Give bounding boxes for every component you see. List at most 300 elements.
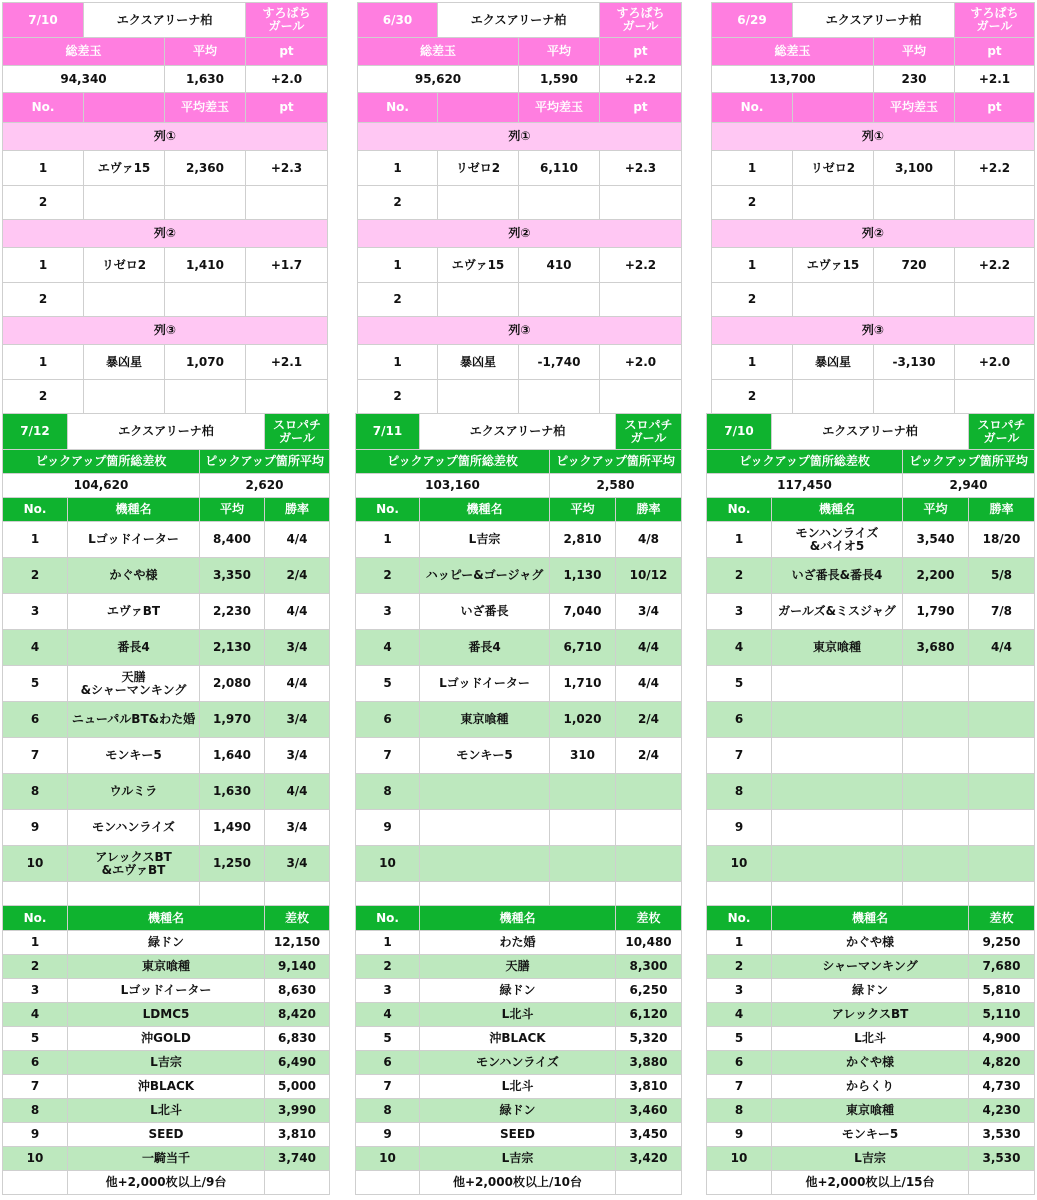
model-name: アレックスBT &エヴァBT	[68, 846, 200, 882]
item-no: 1	[356, 522, 420, 558]
green-panel-7-10	[706, 413, 1035, 906]
item-no: 2	[3, 283, 84, 317]
model-name: L北斗	[68, 1099, 265, 1123]
model-name: L吉宗	[772, 1147, 969, 1171]
rank-no: 5	[356, 1027, 420, 1051]
diff: 6,830	[265, 1027, 330, 1051]
avg-diff: 1,410	[165, 248, 246, 283]
spacer	[707, 1171, 772, 1195]
rank-no: 10	[3, 1147, 68, 1171]
average: 230	[874, 66, 955, 93]
column-header: 平均差玉	[519, 93, 600, 123]
column-header: No.	[707, 498, 772, 522]
column-header: 機種名	[420, 906, 616, 931]
avg-diff: 720	[874, 248, 955, 283]
footer-note: 他+2,000枚以上/15台	[772, 1171, 969, 1195]
diff: 8,420	[265, 1003, 330, 1027]
pt-value	[955, 186, 1035, 220]
column-header: No.	[707, 906, 772, 931]
item-no: 5	[707, 666, 772, 702]
pt-value: +2.2	[955, 151, 1035, 186]
summary-header: pt	[246, 38, 328, 66]
diff: 10,480	[616, 931, 682, 955]
win-rate: 4/4	[265, 666, 330, 702]
model-name	[84, 380, 165, 414]
avg-diff: 2,360	[165, 151, 246, 186]
pink-panel-7-10	[2, 2, 328, 414]
badge: すろぱち ガール	[955, 3, 1035, 38]
badge: すろぱち ガール	[600, 3, 682, 38]
panel-date: 7/11	[356, 414, 420, 450]
hall-name: エクスアリーナ柏	[438, 3, 600, 38]
model-name: L北斗	[772, 1027, 969, 1051]
item-no: 8	[356, 774, 420, 810]
item-no: 10	[356, 846, 420, 882]
diff: 8,630	[265, 979, 330, 1003]
item-no: 6	[356, 702, 420, 738]
avg-diff: -3,130	[874, 345, 955, 380]
diff: 3,530	[969, 1123, 1035, 1147]
win-rate: 3/4	[265, 846, 330, 882]
spacer	[772, 882, 903, 906]
spacer	[420, 882, 550, 906]
spacer	[265, 1171, 330, 1195]
model-name	[438, 186, 519, 220]
spacer	[68, 882, 200, 906]
rank-no: 7	[3, 1075, 68, 1099]
column-header	[84, 93, 165, 123]
model-name	[84, 283, 165, 317]
model-name: ニューパルBT&わた婚	[68, 702, 200, 738]
spacer	[265, 882, 330, 906]
rank-no: 6	[707, 1051, 772, 1075]
total-diff: 95,620	[358, 66, 519, 93]
pt-value: +1.7	[246, 248, 328, 283]
item-no: 1	[3, 345, 84, 380]
model-name: LDMC5	[68, 1003, 265, 1027]
column-header: 平均	[903, 498, 969, 522]
rank-no: 6	[3, 1051, 68, 1075]
model-name: 暴凶星	[84, 345, 165, 380]
model-name: SEED	[68, 1123, 265, 1147]
item-no: 3	[3, 594, 68, 630]
win-rate: 3/4	[265, 810, 330, 846]
item-no: 5	[3, 666, 68, 702]
item-no: 1	[358, 345, 438, 380]
item-no: 5	[356, 666, 420, 702]
item-no: 10	[3, 846, 68, 882]
model-name: いざ番長&番長4	[772, 558, 903, 594]
hall-name: エクスアリーナ柏	[84, 3, 246, 38]
panel-date: 7/10	[707, 414, 772, 450]
model-name: かぐや様	[772, 931, 969, 955]
win-rate: 4/4	[265, 774, 330, 810]
pickup-total: 103,160	[356, 474, 550, 498]
pickup-avg-header: ピックアップ箇所平均	[903, 450, 1035, 474]
pt-value	[600, 380, 682, 414]
model-name: 沖BLACK	[420, 1027, 616, 1051]
summary-header: 総差玉	[712, 38, 874, 66]
avg-diff: 1,070	[165, 345, 246, 380]
model-name	[438, 283, 519, 317]
rank-no: 3	[3, 979, 68, 1003]
model-name: 緑ドン	[420, 1099, 616, 1123]
avg-diff	[519, 186, 600, 220]
pt-value	[246, 283, 328, 317]
model-name: エヴァBT	[68, 594, 200, 630]
hall-name: エクスアリーナ柏	[793, 3, 955, 38]
model-name: Lゴッドイーター	[420, 666, 550, 702]
item-no: 1	[712, 151, 793, 186]
item-no: 1	[707, 522, 772, 558]
diff: 3,460	[616, 1099, 682, 1123]
column-header: No.	[358, 93, 438, 123]
spacer	[356, 1171, 420, 1195]
win-rate: 10/12	[616, 558, 682, 594]
summary-header: 総差玉	[358, 38, 519, 66]
model-name	[772, 666, 903, 702]
pickup-avg: 2,580	[550, 474, 682, 498]
row-group-label: 列③	[3, 317, 328, 345]
item-no: 4	[707, 630, 772, 666]
spacer	[903, 882, 969, 906]
column-header: 差枚	[265, 906, 330, 931]
pt-value	[955, 283, 1035, 317]
model-name	[793, 380, 874, 414]
rank-no: 8	[707, 1099, 772, 1123]
average: 3,540	[903, 522, 969, 558]
model-name	[772, 702, 903, 738]
footer-note: 他+2,000枚以上/9台	[68, 1171, 265, 1195]
rank-no: 1	[356, 931, 420, 955]
win-rate: 3/4	[265, 738, 330, 774]
model-name: 東京喰種	[772, 630, 903, 666]
rank-no: 8	[3, 1099, 68, 1123]
diff: 5,000	[265, 1075, 330, 1099]
model-name: エヴァ15	[84, 151, 165, 186]
column-header: 差枚	[616, 906, 682, 931]
column-header: No.	[3, 93, 84, 123]
item-no: 2	[358, 186, 438, 220]
average: 2,080	[200, 666, 265, 702]
pt-value: +2.1	[955, 66, 1035, 93]
diff: 5,810	[969, 979, 1035, 1003]
average	[903, 666, 969, 702]
average: 6,710	[550, 630, 616, 666]
model-name: 暴凶星	[793, 345, 874, 380]
row-group-label: 列②	[358, 220, 682, 248]
average	[550, 810, 616, 846]
row-group-label: 列①	[358, 123, 682, 151]
item-no: 7	[3, 738, 68, 774]
average: 1,630	[200, 774, 265, 810]
rank-no: 3	[356, 979, 420, 1003]
model-name: リゼロ2	[84, 248, 165, 283]
spacer	[3, 882, 68, 906]
total-diff: 94,340	[3, 66, 165, 93]
item-no: 2	[712, 186, 793, 220]
badge: スロパチ ガール	[969, 414, 1035, 450]
average	[903, 810, 969, 846]
model-name: モンキー5	[420, 738, 550, 774]
ranking-table	[355, 905, 682, 1195]
spacer	[969, 1171, 1035, 1195]
column-header: 機種名	[772, 906, 969, 931]
model-name: 緑ドン	[772, 979, 969, 1003]
row-group-label: 列③	[358, 317, 682, 345]
column-header: No.	[3, 498, 68, 522]
item-no: 7	[356, 738, 420, 774]
average: 3,350	[200, 558, 265, 594]
win-rate: 4/4	[616, 630, 682, 666]
average	[903, 738, 969, 774]
pickup-total: 117,450	[707, 474, 903, 498]
diff: 3,450	[616, 1123, 682, 1147]
rank-no: 8	[356, 1099, 420, 1123]
diff: 6,490	[265, 1051, 330, 1075]
win-rate: 2/4	[616, 702, 682, 738]
column-header: 勝率	[969, 498, 1035, 522]
pickup-avg: 2,940	[903, 474, 1035, 498]
pickup-avg: 2,620	[200, 474, 330, 498]
win-rate	[969, 810, 1035, 846]
rank-no: 4	[3, 1003, 68, 1027]
model-name: L北斗	[420, 1075, 616, 1099]
model-name: からくり	[772, 1075, 969, 1099]
average: 1,130	[550, 558, 616, 594]
model-name: アレックスBT	[772, 1003, 969, 1027]
pt-value: +2.2	[600, 248, 682, 283]
win-rate: 4/4	[265, 522, 330, 558]
item-no: 6	[3, 702, 68, 738]
win-rate: 2/4	[616, 738, 682, 774]
avg-diff	[874, 283, 955, 317]
model-name: Lゴッドイーター	[68, 979, 265, 1003]
item-no: 10	[707, 846, 772, 882]
diff: 6,250	[616, 979, 682, 1003]
average	[550, 846, 616, 882]
diff: 12,150	[265, 931, 330, 955]
pickup-total-header: ピックアップ箇所総差枚	[3, 450, 200, 474]
model-name	[793, 186, 874, 220]
item-no: 2	[712, 380, 793, 414]
item-no: 2	[358, 283, 438, 317]
model-name	[772, 810, 903, 846]
pt-value: +2.0	[600, 345, 682, 380]
summary-header: 平均	[874, 38, 955, 66]
item-no: 9	[707, 810, 772, 846]
avg-diff	[519, 283, 600, 317]
win-rate	[969, 846, 1035, 882]
column-header	[438, 93, 519, 123]
rank-no: 9	[3, 1123, 68, 1147]
avg-diff: -1,740	[519, 345, 600, 380]
model-name: L吉宗	[420, 522, 550, 558]
model-name: シャーマンキング	[772, 955, 969, 979]
average	[903, 702, 969, 738]
model-name: かぐや様	[68, 558, 200, 594]
win-rate: 5/8	[969, 558, 1035, 594]
model-name: 沖BLACK	[68, 1075, 265, 1099]
diff: 3,810	[265, 1123, 330, 1147]
column-header: 平均差玉	[165, 93, 246, 123]
model-name: かぐや様	[772, 1051, 969, 1075]
spacer	[356, 882, 420, 906]
win-rate: 7/8	[969, 594, 1035, 630]
average: 1,970	[200, 702, 265, 738]
rank-no: 4	[356, 1003, 420, 1027]
pt-value: +2.0	[246, 66, 328, 93]
win-rate	[969, 702, 1035, 738]
win-rate: 3/4	[265, 702, 330, 738]
diff: 3,530	[969, 1147, 1035, 1171]
win-rate: 18/20	[969, 522, 1035, 558]
panel-date: 7/12	[3, 414, 68, 450]
pt-value	[246, 380, 328, 414]
diff: 4,230	[969, 1099, 1035, 1123]
pickup-avg-header: ピックアップ箇所平均	[200, 450, 330, 474]
average: 1,790	[903, 594, 969, 630]
avg-diff	[874, 380, 955, 414]
column-header: 勝率	[265, 498, 330, 522]
average: 1,250	[200, 846, 265, 882]
avg-diff	[519, 380, 600, 414]
avg-diff	[165, 283, 246, 317]
item-no: 2	[358, 380, 438, 414]
pt-value: +2.3	[600, 151, 682, 186]
model-name	[84, 186, 165, 220]
model-name: モンハンライズ	[68, 810, 200, 846]
diff: 3,990	[265, 1099, 330, 1123]
rank-no: 2	[356, 955, 420, 979]
item-no: 1	[3, 151, 84, 186]
pickup-total: 104,620	[3, 474, 200, 498]
item-no: 2	[356, 558, 420, 594]
summary-header: 平均	[165, 38, 246, 66]
diff: 5,320	[616, 1027, 682, 1051]
win-rate	[616, 774, 682, 810]
average: 1,490	[200, 810, 265, 846]
model-name: エヴァ15	[793, 248, 874, 283]
model-name: リゼロ2	[438, 151, 519, 186]
win-rate	[616, 810, 682, 846]
item-no: 2	[3, 380, 84, 414]
model-name: モンキー5	[772, 1123, 969, 1147]
diff: 3,420	[616, 1147, 682, 1171]
item-no: 2	[707, 558, 772, 594]
ranking-table	[706, 905, 1035, 1195]
rank-no: 9	[356, 1123, 420, 1147]
rank-no: 7	[356, 1075, 420, 1099]
average: 3,680	[903, 630, 969, 666]
column-header: No.	[3, 906, 68, 931]
win-rate	[616, 846, 682, 882]
rank-no: 6	[356, 1051, 420, 1075]
spacer	[3, 1171, 68, 1195]
model-name	[420, 774, 550, 810]
diff: 3,880	[616, 1051, 682, 1075]
win-rate: 4/4	[616, 666, 682, 702]
diff: 9,250	[969, 931, 1035, 955]
item-no: 9	[3, 810, 68, 846]
row-group-label: 列③	[712, 317, 1035, 345]
column-header: 差枚	[969, 906, 1035, 931]
rank-no: 1	[707, 931, 772, 955]
item-no: 2	[3, 558, 68, 594]
summary-header: 平均	[519, 38, 600, 66]
avg-diff	[874, 186, 955, 220]
column-header: No.	[356, 498, 420, 522]
hall-name: エクスアリーナ柏	[772, 414, 969, 450]
pt-value: +2.3	[246, 151, 328, 186]
item-no: 1	[712, 248, 793, 283]
model-name	[772, 738, 903, 774]
diff: 5,110	[969, 1003, 1035, 1027]
pink-panel-6-30	[357, 2, 682, 414]
item-no: 7	[707, 738, 772, 774]
model-name: 沖GOLD	[68, 1027, 265, 1051]
model-name	[772, 846, 903, 882]
model-name	[438, 380, 519, 414]
model-name: SEED	[420, 1123, 616, 1147]
average: 2,130	[200, 630, 265, 666]
diff: 4,900	[969, 1027, 1035, 1051]
diff: 4,730	[969, 1075, 1035, 1099]
model-name	[420, 810, 550, 846]
pt-value: +2.2	[955, 248, 1035, 283]
item-no: 1	[3, 248, 84, 283]
model-name: Lゴッドイーター	[68, 522, 200, 558]
column-header: 平均差玉	[874, 93, 955, 123]
win-rate: 4/4	[969, 630, 1035, 666]
rank-no: 7	[707, 1075, 772, 1099]
win-rate	[969, 666, 1035, 702]
model-name: エヴァ15	[438, 248, 519, 283]
rank-no: 5	[3, 1027, 68, 1051]
summary-header: pt	[600, 38, 682, 66]
diff: 4,820	[969, 1051, 1035, 1075]
row-group-label: 列②	[3, 220, 328, 248]
rank-no: 9	[707, 1123, 772, 1147]
rank-no: 10	[356, 1147, 420, 1171]
spacer	[616, 882, 682, 906]
spacer	[550, 882, 616, 906]
spacer	[707, 882, 772, 906]
model-name: いざ番長	[420, 594, 550, 630]
model-name: 一騎当千	[68, 1147, 265, 1171]
panel-date: 6/30	[358, 3, 438, 38]
badge: すろぱち ガール	[246, 3, 328, 38]
average: 1,710	[550, 666, 616, 702]
column-header: 機種名	[420, 498, 550, 522]
model-name: 天膳 &シャーマンキング	[68, 666, 200, 702]
avg-diff: 6,110	[519, 151, 600, 186]
average: 1,640	[200, 738, 265, 774]
pt-value: +2.0	[955, 345, 1035, 380]
model-name: L吉宗	[68, 1051, 265, 1075]
column-header: pt	[955, 93, 1035, 123]
rank-no: 3	[707, 979, 772, 1003]
column-header: 機種名	[772, 498, 903, 522]
model-name: モンハンライズ &バイオ5	[772, 522, 903, 558]
average: 7,040	[550, 594, 616, 630]
model-name: 東京喰種	[420, 702, 550, 738]
rank-no: 10	[707, 1147, 772, 1171]
pickup-avg-header: ピックアップ箇所平均	[550, 450, 682, 474]
win-rate	[969, 738, 1035, 774]
model-name: モンキー5	[68, 738, 200, 774]
item-no: 4	[356, 630, 420, 666]
